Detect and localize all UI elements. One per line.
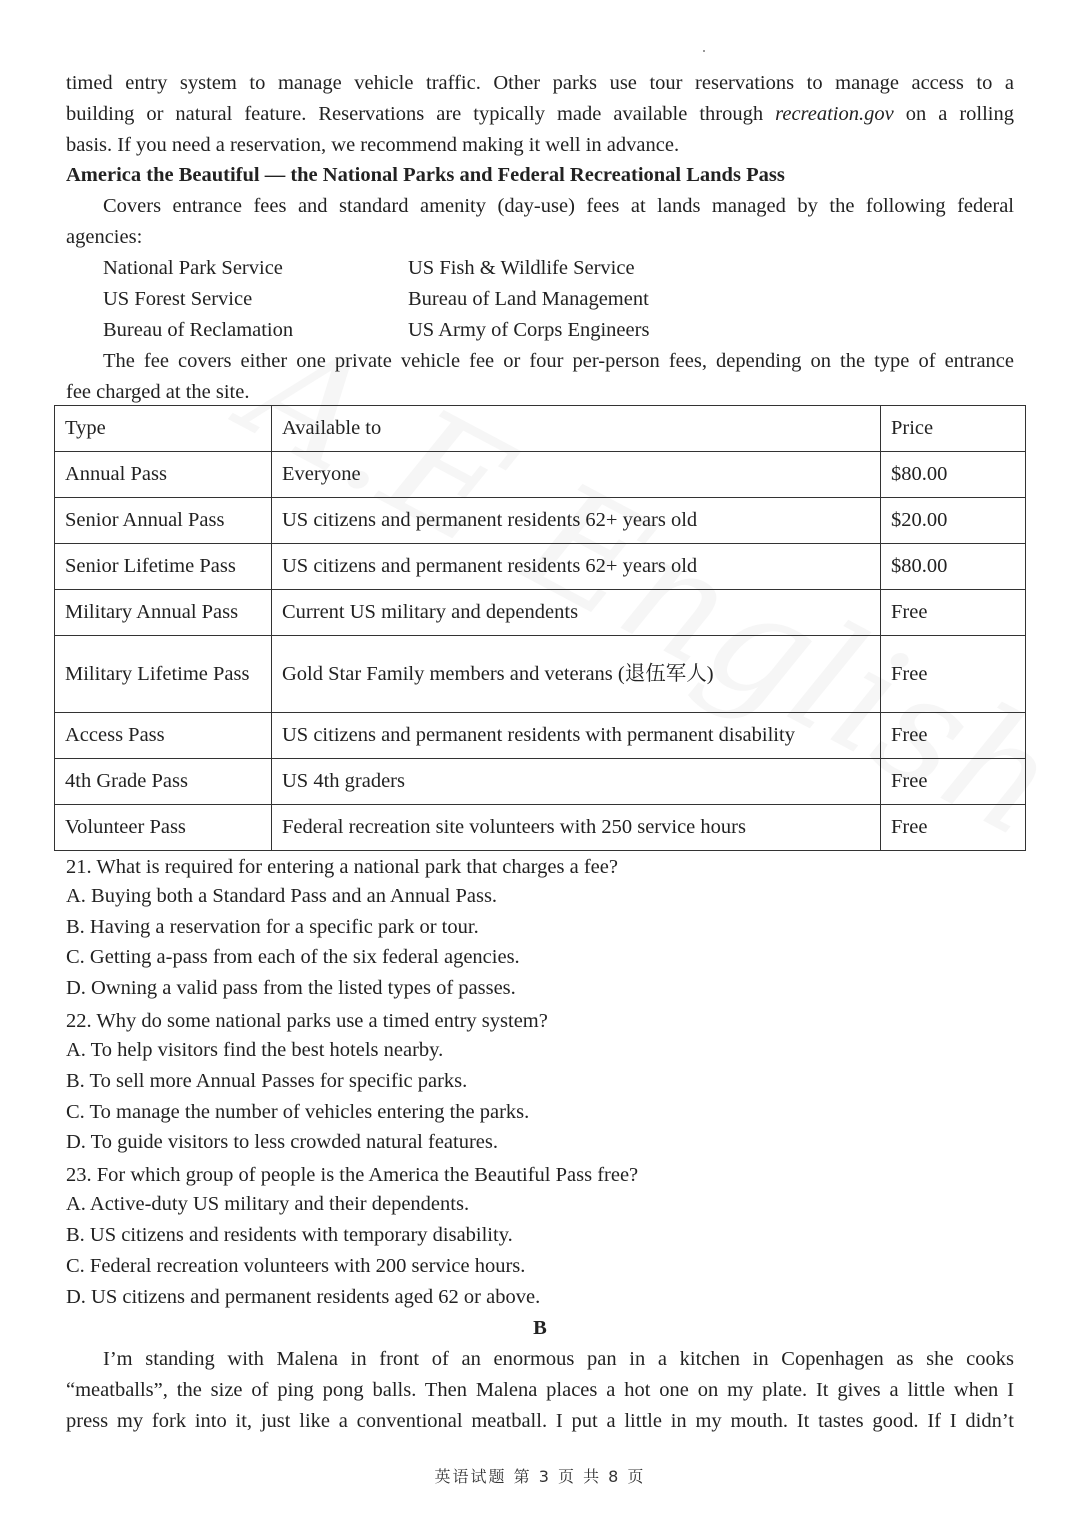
scan-speck (703, 50, 705, 52)
q21-option-b: B. Having a reservation for a specific park or tour. (66, 916, 479, 938)
pass-heading: America the Beautiful — the National Parks and Federal Recreational Lands Pass (66, 164, 785, 186)
row-type: Access Pass (55, 713, 272, 759)
q23-option-d: D. US citizens and permanent residents aged 62 or above. (66, 1286, 541, 1308)
row-type: Volunteer Pass (55, 805, 272, 851)
row-type: Senior Annual Pass (55, 498, 272, 544)
table-header-row (55, 406, 1026, 452)
row-price: Free (881, 759, 1026, 805)
row-type: Military Lifetime Pass (55, 636, 272, 713)
table-row (55, 498, 1026, 544)
agency-reclamation: Bureau of Reclamation (103, 319, 294, 341)
row-available-to: Gold Star Family members and veterans (退伍军人) (272, 636, 881, 713)
agency-forest-service: US Forest Service (103, 288, 253, 310)
question-21: 21. What is required for entering a national park that charges a fee? (66, 856, 618, 878)
q23-option-a: A. Active-duty US military and their dependents. (66, 1193, 470, 1215)
q23-option-c: C. Federal recreation volunteers with 200 service hours. (66, 1255, 526, 1277)
table-row (55, 590, 1026, 636)
row-available-to: US citizens and permanent residents with permanent disability (272, 713, 881, 759)
agency-land-management: Bureau of Land Management (408, 288, 649, 310)
table-row (55, 805, 1026, 851)
page-footer: 英语试题 第 3 页 共 8 页 (434, 1467, 646, 1486)
header-available-to: Available to (272, 406, 881, 452)
table-row (55, 544, 1026, 590)
row-type: Military Annual Pass (55, 590, 272, 636)
covers-line-2: agencies: (66, 226, 143, 248)
row-price: Free (881, 805, 1026, 851)
row-type: Annual Pass (55, 452, 272, 498)
table-row (55, 452, 1026, 498)
q23-option-b: B. US citizens and residents with temporary disability. (66, 1224, 513, 1246)
q22-option-d: D. To guide visitors to less crowded natural features. (66, 1131, 499, 1153)
q22-option-c: C. To manage the number of vehicles entering the parks. (66, 1101, 530, 1123)
row-available-to: Everyone (272, 452, 881, 498)
header-price: Price (881, 406, 1026, 452)
header-type: Type (55, 406, 272, 452)
row-available-to: Federal recreation site volunteers with 250 service hours (272, 805, 881, 851)
intro-line-2 (66, 99, 1014, 130)
fee-line-1: The fee covers either one private vehicle fee or four per-person fees, depending on the type of entrance (103, 350, 1014, 372)
intro-line-1: timed entry system to manage vehicle traffic. Other parks use tour reservations to manage access to a (66, 72, 1014, 94)
section-b-line-1: I’m standing with Malena in front of an enormous pan in a kitchen in Copenhagen as she cooks (103, 1348, 1014, 1370)
recreation-gov-link[interactable]: recreation.gov (775, 103, 894, 125)
section-b-line-2: “meatballs”, the size of ping pong balls. Then Malena places a hot one on my plate. It gives a little when I (66, 1379, 1014, 1401)
agency-fish-wildlife: US Fish & Wildlife Service (408, 257, 635, 279)
table-row (55, 713, 1026, 759)
row-price: $80.00 (881, 452, 1026, 498)
table-row (55, 759, 1026, 805)
row-available-to: US 4th graders (272, 759, 881, 805)
row-price: $80.00 (881, 544, 1026, 590)
section-b-label: B (533, 1317, 547, 1339)
section-b-line-3: press my fork into it, just like a conventional meatball. I put a little in my mouth. It tastes good. If I didn’t (66, 1410, 1014, 1432)
question-23: 23. For which group of people is the America the Beautiful Pass free? (66, 1164, 639, 1186)
row-price: Free (881, 590, 1026, 636)
table-row (55, 636, 1026, 713)
q21-option-a: A. Buying both a Standard Pass and an Annual Pass. (66, 885, 498, 907)
agency-national-park-service: National Park Service (103, 257, 283, 279)
row-price: Free (881, 713, 1026, 759)
row-price: Free (881, 636, 1026, 713)
row-available-to: Current US military and dependents (272, 590, 881, 636)
row-price: $20.00 (881, 498, 1026, 544)
row-type: 4th Grade Pass (55, 759, 272, 805)
row-available-to: US citizens and permanent residents 62+ years old (272, 544, 881, 590)
fee-line-2: fee charged at the site. (66, 381, 250, 403)
agency-army-corps: US Army of Corps Engineers (408, 319, 650, 341)
q22-option-a: A. To help visitors find the best hotels nearby. (66, 1039, 444, 1061)
q21-option-d: D. Owning a valid pass from the listed types of passes. (66, 977, 516, 999)
row-type: Senior Lifetime Pass (55, 544, 272, 590)
intro-line-2-end: on a rolling (893, 103, 1014, 125)
question-22: 22. Why do some national parks use a timed entry system? (66, 1010, 548, 1032)
covers-line-1: Covers entrance fees and standard amenity (day-use) fees at lands managed by the following federal (103, 195, 1014, 217)
q21-option-c: C. Getting a-pass from each of the six federal agencies. (66, 946, 520, 968)
intro-line-3: basis. If you need a reservation, we recommend making it well in advance. (66, 134, 680, 156)
row-available-to: US citizens and permanent residents 62+ years old (272, 498, 881, 544)
q22-option-b: B. To sell more Annual Passes for specific parks. (66, 1070, 468, 1092)
intro-line-2-start: building or natural feature. Reservations are typically made available through (66, 103, 776, 125)
pass-table (54, 405, 1026, 851)
